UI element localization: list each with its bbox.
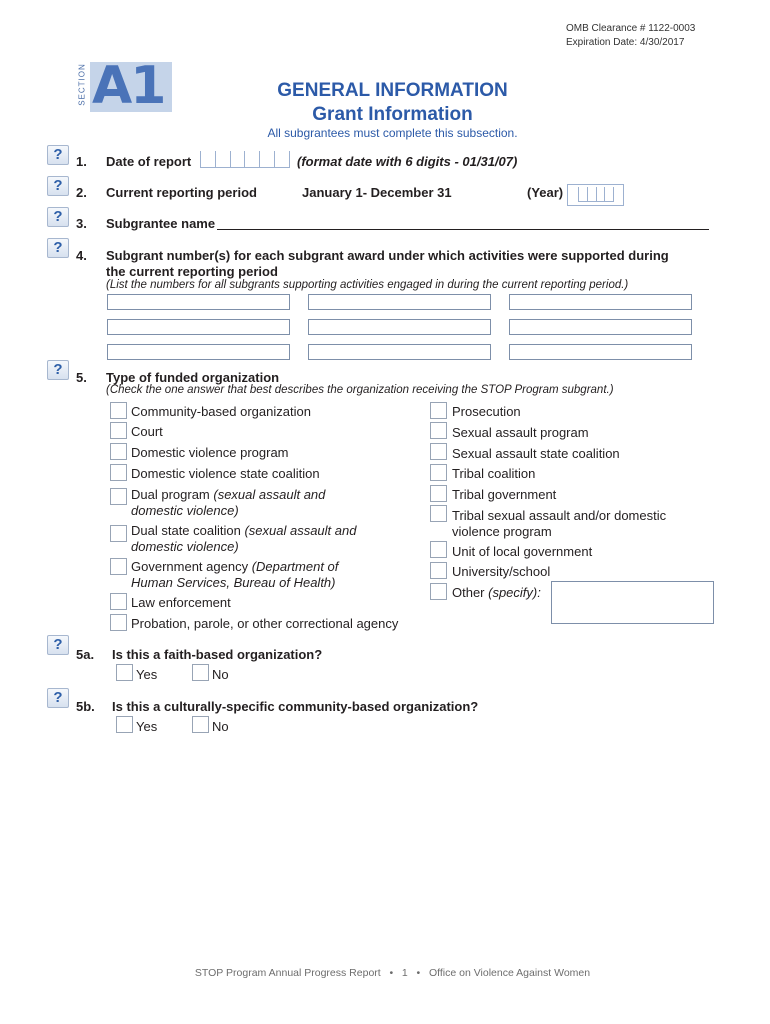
subgrant-number-input[interactable]	[107, 294, 290, 310]
org-type-checkbox[interactable]	[110, 464, 127, 481]
org-option-label: Government agency (Department of Human Services, Bureau of Health)	[131, 559, 339, 590]
org-type-checkbox[interactable]	[430, 583, 447, 600]
subgrantee-name-input[interactable]	[217, 228, 709, 230]
footer-report-name: STOP Program Annual Progress Report	[194, 967, 381, 979]
q5a-label: Is this a faith-based organization?	[112, 647, 323, 662]
org-type-checkbox[interactable]	[110, 558, 127, 575]
org-option-label: Dual program (sexual assault and domestic violence)	[131, 487, 326, 518]
org-type-checkbox[interactable]	[110, 443, 127, 460]
footer-office-name: Office on Violence Against Women	[428, 967, 591, 979]
org-option-label: Community-based organization	[131, 404, 311, 419]
year-label: (Year)	[527, 185, 564, 200]
subgrant-number-input[interactable]	[308, 319, 491, 335]
help-icon[interactable]: ?	[47, 238, 69, 258]
footer-separator: •	[416, 967, 421, 979]
q5b-label: Is this a culturally-specific community-based organization?	[112, 699, 479, 714]
q3-number: 3.	[76, 216, 87, 231]
org-option-label: Court	[131, 424, 163, 439]
q5-label: Type of funded organization	[106, 370, 280, 385]
help-icon[interactable]: ?	[47, 688, 69, 708]
subgrant-number-input[interactable]	[308, 344, 491, 360]
help-icon[interactable]: ?	[47, 635, 69, 655]
q4-label-line1: Subgrant number(s) for each subgrant award under which activities were supported during	[106, 248, 669, 263]
subgrant-number-input[interactable]	[509, 319, 692, 335]
culturally-specific-yes-checkbox[interactable]	[116, 716, 133, 733]
q1-number: 1.	[76, 154, 87, 169]
org-option-label: Sexual assault program	[452, 425, 589, 440]
q5a-number: 5a.	[76, 647, 95, 662]
q4-note: (List the numbers for all subgrants supporting activities engaged in during the current reporting period.)	[106, 279, 629, 291]
org-option-label: Tribal government	[452, 487, 557, 502]
help-icon[interactable]: ?	[47, 360, 69, 380]
q1-format-note: (format date with 6 digits - 01/31/07)	[297, 154, 518, 169]
org-type-checkbox[interactable]	[110, 422, 127, 439]
org-type-checkbox[interactable]	[110, 593, 127, 610]
faith-based-no-checkbox[interactable]	[192, 664, 209, 681]
no-label: No	[212, 719, 229, 734]
org-option-label: Domestic violence state coalition	[131, 466, 320, 481]
help-icon[interactable]: ?	[47, 145, 69, 165]
section-instruction: All subgrantees must complete this subsection.	[267, 126, 518, 140]
org-option-label: Tribal sexual assault and/or domestic violence program	[452, 508, 667, 539]
org-option-label: Prosecution	[452, 404, 521, 419]
org-option-label: Dual state coalition (sexual assault and domestic violence)	[131, 523, 357, 554]
faith-based-yes-checkbox[interactable]	[116, 664, 133, 681]
q2-number: 2.	[76, 185, 87, 200]
org-option-label: Probation, parole, or other correctional agency	[131, 616, 399, 631]
q2-label: Current reporting period	[106, 185, 257, 200]
subgrant-number-input[interactable]	[509, 344, 692, 360]
help-icon[interactable]: ?	[47, 176, 69, 196]
q4-number: 4.	[76, 248, 87, 263]
org-type-checkbox[interactable]	[110, 525, 127, 542]
org-type-checkbox[interactable]	[110, 402, 127, 419]
org-option-label: Law enforcement	[131, 595, 231, 610]
subgrant-number-input[interactable]	[308, 294, 491, 310]
page-number: 1	[401, 967, 408, 979]
subgrant-number-input[interactable]	[107, 344, 290, 360]
page-subtitle: Grant Information	[312, 104, 473, 125]
org-type-checkbox[interactable]	[430, 402, 447, 419]
org-option-label: Domestic violence program	[131, 445, 289, 460]
yes-label: Yes	[136, 667, 158, 682]
org-type-checkbox[interactable]	[430, 443, 447, 460]
q4-label-line2: the current reporting period	[106, 264, 278, 279]
org-option-label: Other (specify):	[452, 585, 541, 600]
q5b-number: 5b.	[76, 699, 95, 714]
org-type-checkbox[interactable]	[430, 485, 447, 502]
footer-separator: •	[389, 967, 394, 979]
q5-number: 5.	[76, 370, 87, 385]
page-title: GENERAL INFORMATION	[277, 80, 508, 101]
org-type-checkbox[interactable]	[430, 505, 447, 522]
expiration-date: Expiration Date: 4/30/2017	[566, 37, 685, 48]
section-code: A1	[92, 56, 165, 116]
org-type-checkbox[interactable]	[430, 562, 447, 579]
help-icon[interactable]: ?	[47, 207, 69, 227]
omb-clearance: OMB Clearance # 1122-0003	[566, 23, 696, 34]
year-input[interactable]	[567, 184, 624, 206]
q3-label: Subgrantee name	[106, 216, 216, 231]
org-type-checkbox[interactable]	[430, 422, 447, 439]
subgrant-number-input[interactable]	[509, 294, 692, 310]
q1-label: Date of report	[106, 154, 192, 169]
date-of-report-input[interactable]	[200, 151, 290, 168]
omb-info	[566, 22, 695, 50]
reporting-period: January 1- December 31	[302, 185, 452, 200]
section-label: SECTION	[77, 63, 87, 106]
org-option-label: Tribal coalition	[452, 466, 536, 481]
page-footer	[0, 967, 770, 979]
org-option-label: Sexual assault state coalition	[452, 446, 620, 461]
no-label: No	[212, 667, 229, 682]
org-type-checkbox[interactable]	[430, 464, 447, 481]
yes-label: Yes	[136, 719, 158, 734]
culturally-specific-no-checkbox[interactable]	[192, 716, 209, 733]
subgrant-number-input[interactable]	[107, 319, 290, 335]
q5-note: (Check the one answer that best describes the organization receiving the STOP Program subgrant.)	[106, 384, 614, 396]
other-specify-input[interactable]	[551, 581, 714, 624]
org-option-label: University/school	[452, 564, 551, 579]
org-type-checkbox[interactable]	[430, 541, 447, 558]
org-option-label: Unit of local government	[452, 544, 593, 559]
org-type-checkbox[interactable]	[110, 614, 127, 631]
org-type-checkbox[interactable]	[110, 488, 127, 505]
